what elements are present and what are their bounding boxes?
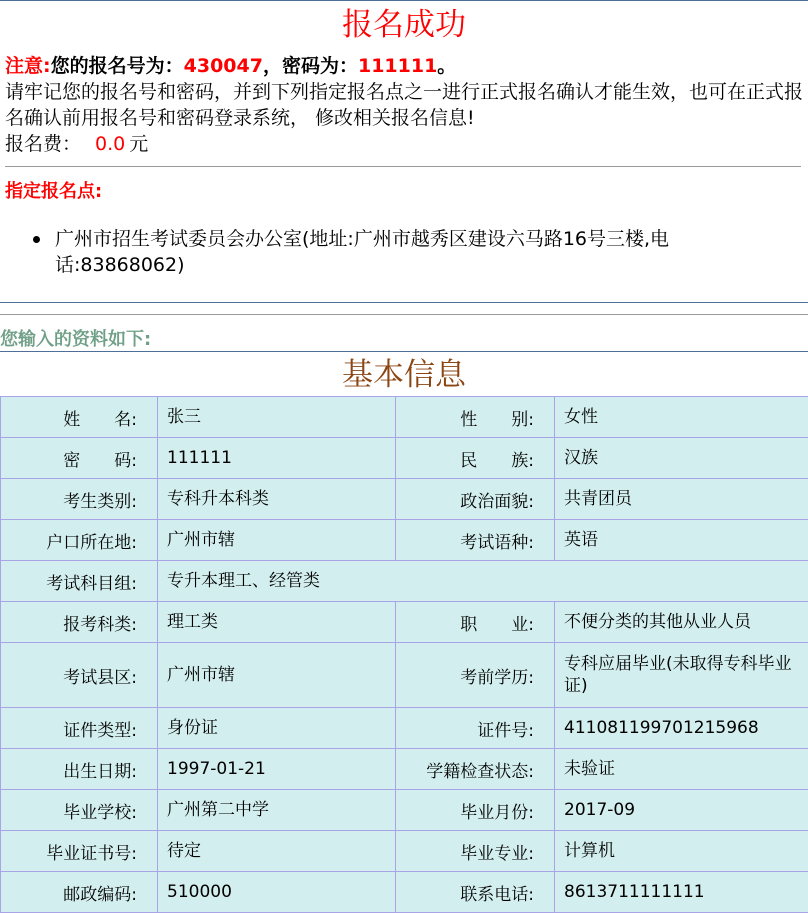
field-label: 证件类型: [1, 708, 158, 749]
table-row [1, 561, 808, 602]
field-label: 政治面貌: [396, 479, 555, 520]
field-value: 共青团员 [555, 479, 808, 520]
password-label: ，密码为： [263, 55, 358, 77]
field-label: 毕业月份: [396, 790, 555, 831]
section-divider [0, 302, 808, 303]
top-divider [0, 0, 808, 1]
field-value: 1997-01-21 [158, 749, 396, 790]
field-label: 性 别: [396, 397, 555, 438]
field-label: 毕业学校: [1, 790, 158, 831]
table-row [1, 602, 808, 643]
registration-notice [5, 53, 805, 79]
password-value: 111111 [358, 55, 437, 77]
basic-info-table [0, 396, 808, 913]
fee-label: 报名费： [5, 133, 81, 155]
field-value: 不便分类的其他从业人员 [555, 602, 808, 643]
section-divider [0, 314, 808, 315]
designated-sites-list [0, 226, 740, 278]
field-value: 111111 [158, 438, 396, 479]
fee-value: 0.0 [95, 133, 125, 155]
bullet-icon [33, 236, 40, 243]
section-divider [5, 166, 801, 167]
field-value: 计算机 [555, 831, 808, 872]
field-value: 身份证 [158, 708, 396, 749]
field-value: 2017-09 [555, 790, 808, 831]
field-label: 联系电话: [396, 872, 555, 913]
site-item [0, 226, 740, 278]
remember-instructions: 请牢记您的报名号和密码，并到下列指定报名点之一进行正式报名确认才能生效，也可在正式报名确认前用报名号和密码登录系统， 修改相关报名信息! [5, 79, 805, 131]
field-label: 密 码: [1, 438, 158, 479]
field-value: 411081199701215968 [555, 708, 808, 749]
field-value: 广州市辖 [158, 520, 396, 561]
field-label: 民 族: [396, 438, 555, 479]
field-label: 毕业专业: [396, 831, 555, 872]
table-row [1, 872, 808, 913]
fee-unit: 元 [129, 133, 148, 155]
field-label: 毕业证书号: [1, 831, 158, 872]
field-label: 学籍检查状态: [396, 749, 555, 790]
field-value: 510000 [158, 872, 396, 913]
table-row [1, 438, 808, 479]
field-label: 户口所在地: [1, 520, 158, 561]
field-label: 考生类别: [1, 479, 158, 520]
table-row [1, 831, 808, 872]
field-value: 待定 [158, 831, 396, 872]
notice-end: 。 [437, 55, 456, 77]
field-label: 考试科目组: [1, 561, 158, 602]
field-label: 证件号: [396, 708, 555, 749]
field-label: 考试语种: [396, 520, 555, 561]
field-label: 出生日期: [1, 749, 158, 790]
designated-sites-title: 指定报名点: [5, 180, 102, 204]
table-row [1, 479, 808, 520]
field-value: 专科应届毕业(未取得专科毕业证) [555, 643, 808, 708]
field-value: 理工类 [158, 602, 396, 643]
table-row [1, 643, 808, 708]
table-row [1, 520, 808, 561]
field-value: 汉族 [555, 438, 808, 479]
field-value: 专科升本科类 [158, 479, 396, 520]
table-row [1, 708, 808, 749]
field-value: 张三 [158, 397, 396, 438]
entered-info-title: 您输入的资料如下: [0, 328, 151, 352]
field-value: 广州市辖 [158, 643, 396, 708]
field-label: 报考科类: [1, 602, 158, 643]
site-item-text: 广州市招生考试委员会办公室(地址:广州市越秀区建设六马路16号三楼,电话:83868062) [55, 228, 669, 276]
page-title: 报名成功 [0, 4, 808, 46]
field-label: 考前学历: [396, 643, 555, 708]
field-value: 广州第二中学 [158, 790, 396, 831]
fee-row [5, 131, 605, 157]
section-divider [0, 351, 808, 352]
field-value: 英语 [555, 520, 808, 561]
notice-prefix: 注意: [5, 55, 51, 77]
field-value: 女性 [555, 397, 808, 438]
table-row [1, 397, 808, 438]
registration-number-label: 您的报名号为： [51, 55, 184, 77]
field-label: 邮政编码: [1, 872, 158, 913]
field-label: 姓 名: [1, 397, 158, 438]
field-value: 未验证 [555, 749, 808, 790]
field-value: 8613711111111 [555, 872, 808, 913]
field-value: 专升本理工、经管类 [158, 561, 808, 602]
field-label: 职 业: [396, 602, 555, 643]
field-label: 考试县区: [1, 643, 158, 708]
table-row [1, 749, 808, 790]
table-row [1, 790, 808, 831]
registration-number: 430047 [184, 55, 263, 77]
basic-info-title: 基本信息 [0, 353, 808, 397]
